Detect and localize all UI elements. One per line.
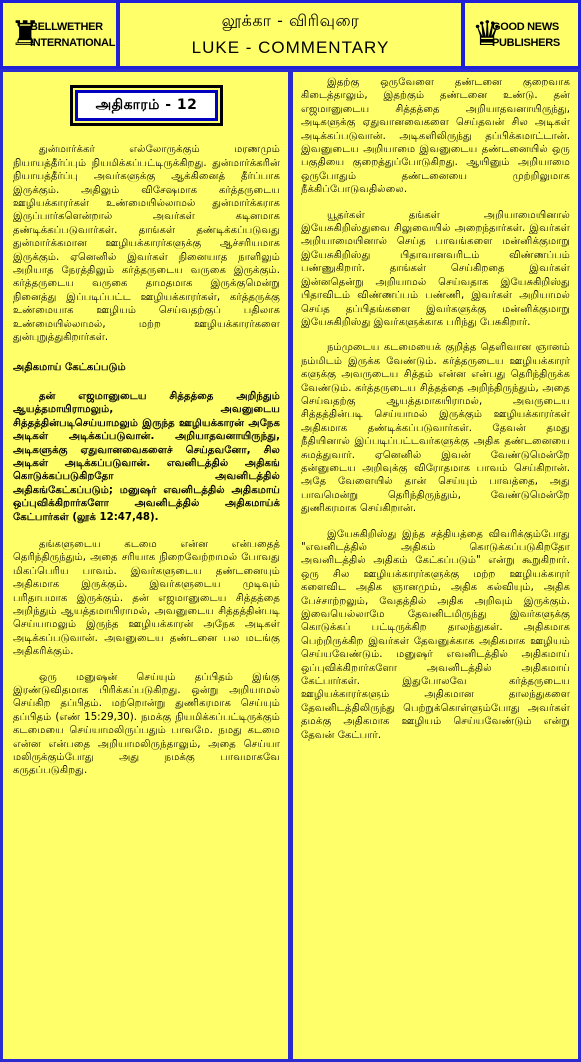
bellwether-logo-line2: INTERNATIONAL [30, 37, 116, 49]
right-column [293, 72, 578, 1059]
good-news-logo-line1: GOOD NEWS [492, 21, 559, 33]
scripture-quote: தன் எஜமானுடைய சித்தத்தை அறிந்தும் ஆயத்தமாயிராமலும், அவனுடைய சித்தத்தின்படிசெய்யாமலும் இருந்த ஊழியக்காரன் அநேக அடிகள் அடிக்கப்படுவான். அறியாதவனாயிருந்து, அடிகளுக்கு ஏதுவானவைகளைச் செய்தவனோ, சில அடிகள் அடிக்கப்படுவான். எவனிடத்தில் அதிகங் கொடுக்கப்படுகிறதோ அவனிடத்தில் அதிகங்கேட்கப்படும்; மனுஷர் எவனிடத்தில் அதிகமாய் ஒப்புவிக்கிறார்களோ அவனிடத்தில் அதிகமாய்க் கேட்பார்கள் (லூக் 12:47,48). [13, 390, 280, 523]
paragraph: யூதர்கள் தங்கள் அறியாமையினால் இயேசுகிறிஸ்துவை சிலுவையில் அறைந்தார்கள். இவர்கள் அறியாமையினால் செய்த பாவங்களை மன்னிக்குமாறு இயேசுகிறிஸ்து பிதாவானவரிடம் விண்ணப்பம் பண்ணுகிறார். தாங்கள் செய்கிறதை இவர்கள் இன்னதென்று அறியாமல் செய்வதாக இயேசுகிறிஸ்து பிதாவிடம் விண்ணப்பம் பண்ணி, இவர்கள் அறியாமல் செய்த தப்பிதங்களை இவர்களுக்கு மன்னிக்குமாறு இயேசுகிறிஸ்து இவர்களுக்காக பரிந்து பேசுகிறார். [301, 209, 570, 328]
bellwether-tower-icon: ♜ [10, 14, 41, 54]
page-title-english: LUKE - COMMENTARY [191, 38, 390, 57]
page-header [0, 0, 581, 69]
paragraph: ஒரு மனுஷன் செய்யும் தப்பிதம் இங்கு இரண்டுவிதமாக பிரிக்கப்படுகிறது. ஒன்று அறியாமல் செய்கிற தப்பிதம். மற்றொன்று துணிகரமாக செய்யும் தப்பிதம் (எண் 15:29,30). நமக்கு நியமிக்கப்பட்டிருக்கும் கடமையை செய்யாமலிருப்பதும் பாவமே. நமது கடமை என்ன என்பதை அறியாமலிருந்தாலும், அதை செய்யா மலிருக்கும்போது அது நமக்கு பாவமாகவே கருதப்படுகிறது. [13, 671, 280, 777]
good-news-torch-icon: ♛ [472, 14, 503, 54]
section-heading: அதிகமாய் கேட்கப்படும் [13, 361, 126, 373]
chapter-heading: அதிகாரம் - 12 [75, 90, 219, 121]
page-title-tamil: லூக்கா - விரிவுரை [221, 11, 360, 30]
good-news-logo [470, 9, 573, 61]
paragraph: துன்மார்க்கர் எல்லோருக்கும் மரணமும் நியாயத்தீர்ப்பும் நியமிக்கப்பட்டிருக்கிறது. துன்மார்க்கரின் நியாயத்தீர்ப்பு அவர்களுக்கு ஆக்கினைத் தீர்ப்பாக இருக்கும். அதிலும் விசேஷமாக கர்த்தருடைய ஊழியக்காரர்கள் உண்மையில்லாமல் துன்மார்க்கராக இருப்பார்களென்றால் அவர்கள் கடினமாக தண்டிக்கப்படுவார்கள். தாங்கள் தண்டிக்கப்படுவது துன்மார்க்கமான ஊழியக்காரர்களுக்கு ஆச்சரியமாக இருக்கும். ஏனெனில் இவர்கள் நினையாத நாளிலும் அறியாத நேரத்திலும் கர்த்தருடைய வருகை இருக்கும். கர்த்தருடைய வருகை தாமதமாக இருக்குமென்று நினைத்து இப்படிப்பட்ட ஊழியக்காரர்கள், கர்த்தருக்கு உண்மையாக ஊழியம் செய்வதற்குப் பதிலாக உண்மையில்லாமல், மற்ற ஊழியக்காரர்களை துன்புறுத்துகிறார்கள். [13, 144, 280, 344]
left-column [3, 72, 288, 1059]
paragraph: நம்முடைய கடமையைக் குறித்த தெளிவான ஞானம் நம்மிடம் இருக்க வேண்டும். கர்த்தருடைய ஊழியக்காரர் களுக்கு அவருடைய சித்தம் என்ன என்பது தெரிந்திருக்க வேண்டும். கர்த்தருடைய சித்தத்தை அறிந்திருந்தும், அதை செய்வதற்கு ஆயத்தமாகயிராமல், அவருடைய சித்தத்தின்படி செய்யாமல் இருக்கும் ஊழியக்காரர்கள் அதிகமாக தண்டிக்கப்படுவார்கள். தேவன் தமது நீதியினால் இப்படிப்பட்டவர்களுக்கு அதிக தண்டனையை சுமத்துவார். ஏனெனில் இவன் வேண்டுமென்றே தன்னுடைய அறிவுக்கு விரோதமாக பாவம் செய்கிறான். அதே வேளையில் தான் செய்யும் பாவத்தை, அது பாவமென்று தெரிந்திருந்தும், வேண்டுமென்றே துணிகரமாக செய்கிறான். [301, 342, 570, 515]
publisher-logo-box-left [3, 3, 116, 66]
publisher-logo-box-right [465, 3, 578, 66]
paragraph: இயேசுகிறிஸ்து இந்த சத்தியத்தை விவரிக்கும்போது "எவனிடத்தில் அதிகம் கொடுக்கப்படுகிறதோ அவனிடத்தில் அதிகம் கேட்கப்படும்" என்று கூறுகிறார். ஒரு சில ஊழியக்காரர்களுக்கு மற்ற ஊழியக்காரர் களைவிட அதிக ஞானமும், அதிக கல்வியும், அதிக பேச்சாற்றலும், வேதத்தில் அதிக அறிவும் இருக்கும். இவையெல்லாமே தேவனிடமிருந்து இவர்களுக்கு கொடுக்கப் பட்டிருக்கிற தாலந்துகள். அதிகமாக பெற்றிருக்கிற இவர்கள் தேவனுக்காக அதிகமாக ஊழியம் செய்யவேண்டும். மனுஷர் எவனிடத்தில் அதிகமாய் ஒப்புவிக்கிறார்களோ அவனிடத்தில் அதிகமாய் கேட்பார்கள். இதுபோலவே கர்த்தருடைய ஊழியக்காரர்களும் அதிகமான தாலந்துகளை தேவனிடத்திலிருந்து பெற்றுக்கொள்ளும்போது அவர்கள் தமக்கு அதிகமாக ஊழியம் செய்யவேண்டும் என்று தேவன் கேட்பார். [301, 528, 570, 741]
good-news-logo-line2: PUBLISHERS [492, 37, 560, 49]
bellwether-logo [8, 9, 116, 61]
bellwether-logo-line1: BELLWETHER [30, 21, 103, 33]
paragraph: தங்களுடைய கடமை என்ன என்பதைத் தெரிந்திருந்தும், அதை சரியாக நிறைவேற்றாமல் போவது மிகப்பெரிய பாவம். இவர்களுடைய தண்டனையும் அதிகமாக இருக்கும். இவர்களுடைய முடிவும் பரிதாபமாக இருக்கும். தன் எஜமானுடைய சித்தத்தை அறிந்தும் ஆயத்தமாயிராமல், அவனுடைய சித்தத்தின்படி செய்யாமலும் இருந்த ஊழியக்காரன் அநேக அடிகள் அடிக்கப்படுவான். அவனுடைய தண்டனை பல மடங்கு அதிகரிக்கும். [13, 538, 280, 658]
chapter-heading-wrap [13, 90, 280, 121]
paragraph: இதற்கு ஒருவேளை தண்டனை குறைவாக கிடைத்தாலும், இதற்கும் தண்டனை உண்டு. தன் எஜமானுடைய சித்தத்தை அறியாதவனாயிருந்து, அடிகளுக்கு ஏதுவானவைகளை செய்தவன் சில அடிகள் அடிக்கப்படுவான். அடிகளிலிருந்து தப்பிக்கமாட்டான். இவனுடைய அறியாமை இவனுடைய தண்டனையில் ஒரு பகுதியை குறைத்துப்போடுகிறது. ஆயினும் அறியாமை ஒருபோதும் தண்டனையை முற்றிலுமாக நீக்கிப்போடுவதில்லை. [301, 77, 570, 196]
title-box [120, 3, 461, 66]
